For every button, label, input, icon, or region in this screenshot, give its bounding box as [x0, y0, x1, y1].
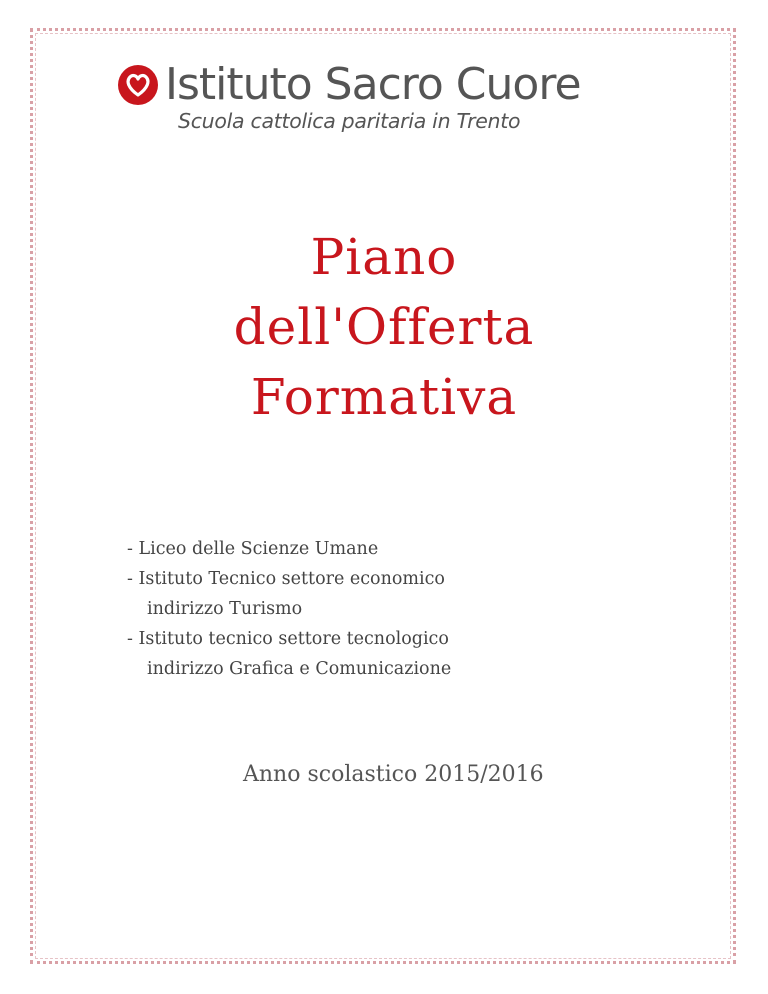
course-item: - Istituto Tecnico settore economico [127, 569, 445, 589]
course-item: - Istituto tecnico settore tecnologico [127, 629, 449, 649]
course-list [127, 534, 451, 684]
title-line: Piano [310, 228, 458, 286]
decorative-page-border [30, 28, 736, 964]
school-name: Istituto Sacro Cuore [165, 59, 581, 110]
title-line: Formativa [250, 368, 518, 426]
heart-logo-icon [117, 64, 159, 106]
title-line: dell'Offerta [233, 298, 535, 356]
course-item-detail: indirizzo Grafica e Comunicazione [147, 659, 452, 679]
school-subtitle: Scuola cattolica paritaria in Trento [178, 109, 521, 133]
school-year: Anno scolastico 2015/2016 [243, 762, 544, 787]
document-title [0, 222, 768, 432]
school-logo [117, 60, 581, 110]
course-item-detail: indirizzo Turismo [147, 599, 303, 619]
course-item: - Liceo delle Scienze Umane [127, 539, 379, 559]
